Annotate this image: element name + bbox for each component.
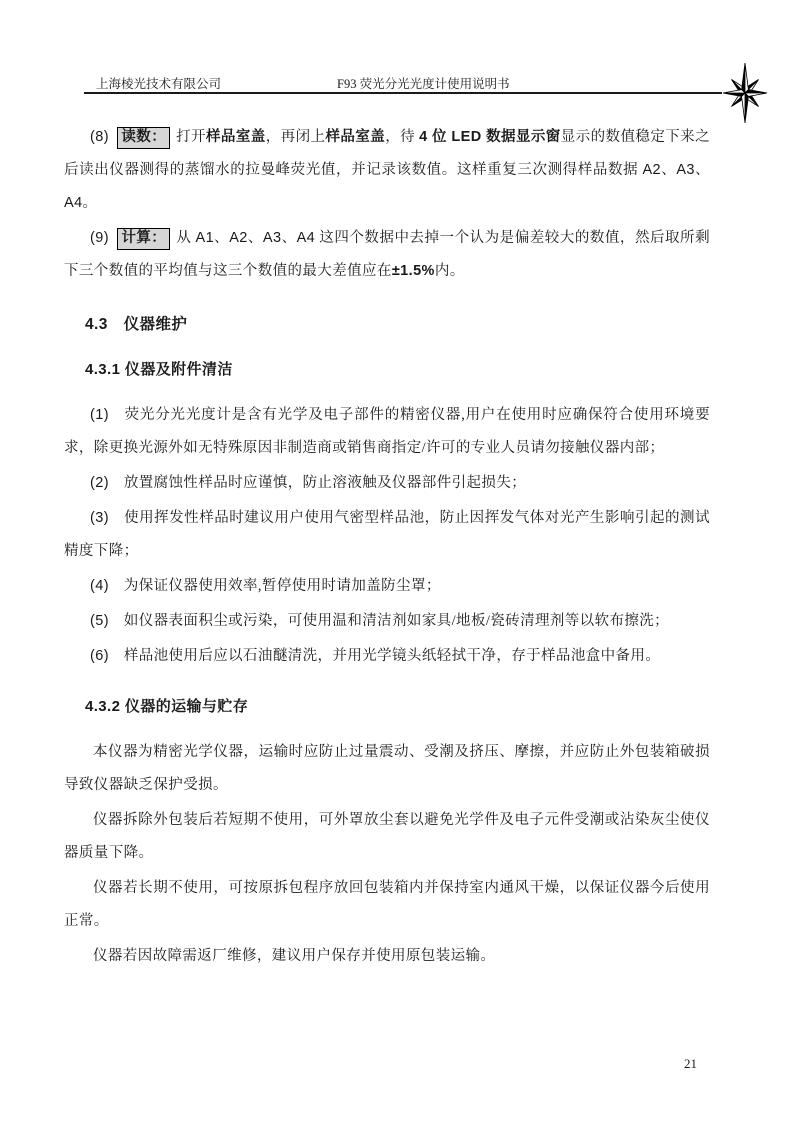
text-segment: ±1.5% [391,263,435,279]
header-doc-title: F93 荧光分光光度计使用说明书 [337,77,510,91]
text-segment: (9) [90,230,114,246]
paragraph-item-4 [64,570,710,603]
text-segment: 内。 [434,263,465,279]
paragraph-item-2 [64,467,710,500]
text-segment: (8) [90,129,114,145]
text-segment: 样品室盖 [325,129,386,145]
paragraph-item-9 [64,222,710,288]
text-segment: ，再闭上 [265,129,326,145]
text-segment: (1) [90,407,125,423]
paragraph-transport-2 [64,804,710,870]
text-segment: 4 位 LED 数据显示窗 [419,129,561,145]
text-segment: 这四个数据中去掉一个认为是偏差较大的数值，然后取所剩下三个数值的平均值与这三个数值的最大差值应在 [64,230,710,279]
text-segment: (5) [90,613,124,629]
section-heading-4-3: 4.3 仪器维护 [85,316,188,333]
compass-rose-icon [721,62,769,124]
text-segment: (4) [90,578,124,594]
text-segment: 从 [176,230,196,246]
text-segment: 荧光分光光度计是含有光学及电子部件的精密仪器,用户在使用时应确保符合使用环境要求，除更换光源外如无特殊原因非制造商或销售商指定/许可的专业人员请勿接触仪器内部； [64,407,710,456]
section-heading-4-3-2: 4.3.2 仪器的运输与贮存 [85,698,249,715]
text-segment: 本仪器为精密光学仪器，运输时应防止过量震动、受潮及挤压、摩擦，并应防止外包装箱破损导致仪器缺乏保护受损。 [64,744,710,793]
text-segment: (6) [90,648,124,664]
text-segment: 样品室盖 [205,129,266,145]
text-segment: 如仪器表面积尘或污染，可使用温和清洁剂如家具/地板/瓷砖清理剂等以软布擦洗； [123,613,670,629]
paragraph-item-1 [64,399,710,465]
paragraph-item-5 [64,605,710,638]
text-segment: 仪器拆除外包装后若短期不使用，可外罩放尘套以避免光学件及电子元件受潮或沾染灰尘使仪器质量下降。 [64,812,710,861]
text-segment: 仪器若长期不使用，可按原拆包程序放回包装箱内并保持室内通风干燥，以保证仪器今后使用正常。 [64,880,710,929]
header-company-name: 上海棱光技术有限公司 [96,77,222,91]
text-segment: 仪器若因故障需返厂维修，建议用户保存并使用原包装运输。 [93,948,496,964]
text-segment: 打开 [176,129,206,145]
document-body [64,121,710,973]
section-heading-4-3-1: 4.3.1 仪器及附件清洁 [85,361,233,378]
text-segment: 。 [82,195,98,211]
text-segment: (2) [90,475,124,491]
paragraph-item-3 [64,502,710,568]
footer-page-number: 21 [684,1056,697,1071]
paragraph-item-6 [64,640,710,673]
text-segment: A1、A2、A3、A4 [195,230,316,246]
text-segment: ，待 [385,129,420,145]
highlighted-label: 读数： [117,127,170,149]
text-segment: A2、A3、A4 [64,162,710,211]
header-rule [84,92,722,94]
highlighted-label: 计算： [117,228,170,250]
text-segment: 显示的数值稳定下来之后读出仪器测得的蒸馏水的拉曼峰荧光值，并记录该数值。这样重复三次测得样品数据 [64,129,711,178]
text-segment: 放置腐蚀性样品时应谨慎，防止溶液触及仪器部件引起损失； [123,475,527,491]
paragraph-transport-3 [64,872,710,938]
text-segment: 使用挥发性样品时建议用户使用气密型样品池，防止因挥发气体对光产生影响引起的测试精度下降； [64,510,710,559]
text-segment: 样品池使用后应以石油醚清洗，并用光学镜头纸轻拭干净，存于样品池盒中备用。 [123,648,661,664]
paragraph-transport-1 [64,736,710,802]
text-segment: (3) [90,510,125,526]
paragraph-item-8 [64,121,710,220]
paragraph-transport-4 [64,940,710,973]
text-segment: 为保证仪器使用效率,暂停使用时请加盖防尘罩； [123,578,441,594]
